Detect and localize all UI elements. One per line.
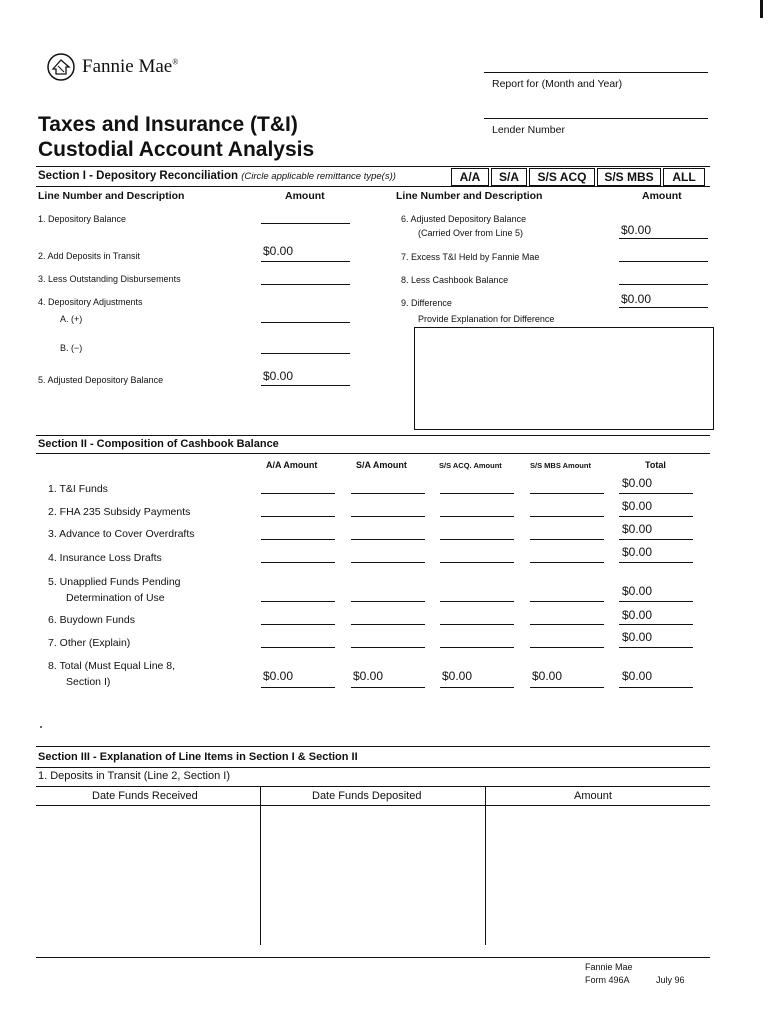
s2-row6-label: 6. Buydown Funds	[48, 614, 135, 626]
type-sa[interactable]: S/A	[491, 168, 527, 186]
section1-top-rule	[36, 166, 710, 167]
col-amount: Amount	[574, 790, 612, 802]
s2-row8-field-4[interactable]	[530, 687, 604, 688]
s2-row1-field-2[interactable]	[351, 493, 425, 494]
house-logo-icon	[46, 52, 76, 82]
s2-row4-field-2[interactable]	[351, 562, 425, 563]
s2-row8-field-5[interactable]	[619, 687, 693, 688]
footer-form: Form 496A	[585, 975, 630, 985]
s2-row8-aa[interactable]: $0.00	[263, 669, 294, 683]
line4a-field[interactable]	[261, 322, 350, 323]
s2-row1-field-1[interactable]	[261, 493, 335, 494]
s2-row6-total[interactable]: $0.00	[622, 608, 653, 622]
section3-col-header-rule	[36, 805, 710, 806]
lender-number-line	[484, 118, 708, 119]
s2-row2-total[interactable]: $0.00	[622, 499, 653, 513]
section2-heading: Section II - Composition of Cashbook Balance	[38, 438, 279, 450]
s2-row6-field-1[interactable]	[261, 624, 335, 625]
s2-row7-total[interactable]: $0.00	[622, 630, 653, 644]
s2-row3-field-4[interactable]	[530, 539, 604, 540]
line9-label: 9. Difference	[401, 298, 452, 308]
s2-row3-total[interactable]: $0.00	[622, 522, 653, 536]
line4-label: 4. Depository Adjustments	[38, 297, 143, 307]
line8-label: 8. Less Cashbook Balance	[401, 275, 509, 285]
date-received-cell[interactable]	[38, 807, 258, 957]
report-for-line	[484, 72, 708, 73]
s2-row5-total[interactable]: $0.00	[622, 584, 653, 598]
line1-field[interactable]	[261, 223, 350, 224]
line4b-field[interactable]	[261, 353, 350, 354]
line9-field	[619, 307, 708, 308]
footer-org: Fannie Mae	[585, 962, 633, 972]
section3-sub-rule	[36, 786, 710, 787]
line6-sub-label: (Carried Over from Line 5)	[418, 228, 524, 238]
s2-row5-field-5[interactable]	[619, 601, 693, 602]
s2-row2-field-4[interactable]	[530, 516, 604, 517]
line5-amount[interactable]: $0.00	[263, 369, 294, 383]
line5-field	[261, 385, 350, 386]
s2-row8-field-1[interactable]	[261, 687, 335, 688]
brand-mark: ®	[172, 57, 179, 67]
col-ssmbs-amount: S/S MBS Amount	[530, 461, 591, 470]
section2-header-rule	[36, 453, 710, 454]
s2-row8-total[interactable]: $0.00	[622, 669, 653, 683]
line3-label: 3. Less Outstanding Disbursements	[38, 274, 181, 284]
line2-field	[261, 261, 350, 262]
form-title-line2: Custodial Account Analysis	[38, 138, 315, 161]
date-deposited-cell[interactable]	[262, 807, 483, 957]
line5-label: 5. Adjusted Depository Balance	[38, 375, 164, 385]
s2-row3-field-3[interactable]	[440, 539, 514, 540]
fannie-mae-logo	[46, 52, 76, 87]
s2-row8-field-2[interactable]	[351, 687, 425, 688]
s2-row1-total[interactable]: $0.00	[622, 476, 653, 490]
s2-row1-label: 1. T&I Funds	[48, 483, 108, 495]
section3-top-rule	[36, 746, 710, 747]
form-title-line1: Taxes and Insurance (T&I)	[38, 113, 298, 136]
s2-row4-total[interactable]: $0.00	[622, 545, 653, 559]
s2-row8-sa[interactable]: $0.00	[353, 669, 384, 683]
line3-field[interactable]	[261, 284, 350, 285]
s2-row8-field-3[interactable]	[440, 687, 514, 688]
col-line-desc-right: Line Number and Description	[396, 190, 543, 202]
s2-row3-field-5[interactable]	[619, 539, 693, 540]
col-date-received: Date Funds Received	[92, 790, 198, 802]
s2-row4-label: 4. Insurance Loss Drafts	[48, 552, 162, 564]
s2-row7-field-2[interactable]	[351, 647, 425, 648]
page-edge-mark	[760, 0, 763, 18]
s2-row1-field-5[interactable]	[619, 493, 693, 494]
col-date-deposited: Date Funds Deposited	[312, 790, 422, 802]
section3-header-rule	[36, 767, 710, 768]
section3-heading: Section III - Explanation of Line Items in Section I & Section II	[38, 751, 358, 763]
s2-row2-field-2[interactable]	[351, 516, 425, 517]
s2-row6-field-2[interactable]	[351, 624, 425, 625]
line9-amount[interactable]: $0.00	[621, 292, 652, 306]
type-all[interactable]: ALL	[663, 168, 705, 186]
section1-note: (Circle applicable remittance type(s))	[241, 171, 396, 182]
line2-amount[interactable]: $0.00	[263, 244, 294, 258]
s2-row6-field-3[interactable]	[440, 624, 514, 625]
brand-name	[82, 56, 178, 78]
s2-row3-field-1[interactable]	[261, 539, 335, 540]
section3-divider-1	[260, 786, 261, 945]
s2-row8-label2: Section I)	[66, 676, 111, 688]
line6-field	[619, 238, 708, 239]
line2-label: 2. Add Deposits in Transit	[38, 251, 141, 261]
s2-row4-field-4[interactable]	[530, 562, 604, 563]
s2-row6-field-5[interactable]	[619, 624, 693, 625]
amount-cell[interactable]	[487, 807, 709, 957]
footer-date: July 96	[656, 975, 685, 985]
section1-title: Section I - Depository Reconciliation	[38, 170, 239, 182]
type-ss-mbs[interactable]: S/S MBS	[597, 168, 661, 186]
line8-field[interactable]	[619, 284, 708, 285]
section2-top-rule	[36, 435, 710, 436]
s2-row8-ssmbs[interactable]: $0.00	[532, 669, 563, 683]
s2-row2-label: 2. FHA 235 Subsidy Payments	[48, 506, 191, 518]
report-for-label: Report for (Month and Year)	[492, 78, 623, 90]
s2-row7-field-1[interactable]	[261, 647, 335, 648]
s2-row7-field-3[interactable]	[440, 647, 514, 648]
s2-row5-field-2[interactable]	[351, 601, 425, 602]
stray-mark	[40, 726, 42, 728]
col-aa-amount: A/A Amount	[266, 460, 318, 470]
line4a-label: A. (+)	[60, 314, 83, 324]
line6-label: 6. Adjusted Depository Balance	[401, 214, 527, 224]
s2-row2-field-3[interactable]	[440, 516, 514, 517]
section3-bottom-rule	[36, 957, 710, 958]
col-total: Total	[645, 460, 666, 470]
line6-amount[interactable]: $0.00	[621, 223, 652, 237]
section3-divider-2	[485, 786, 486, 945]
lender-number-label: Lender Number	[492, 124, 565, 136]
line7-field[interactable]	[619, 261, 708, 262]
line9-sub-label: Provide Explanation for Difference	[418, 314, 555, 324]
brand-text: Fannie Mae	[82, 56, 173, 77]
s2-row8-label: 8. Total (Must Equal Line 8,	[48, 660, 176, 672]
s2-row7-field-5[interactable]	[619, 647, 693, 648]
s2-row6-field-4[interactable]	[530, 624, 604, 625]
section3-subheading: 1. Deposits in Transit (Line 2, Section I)	[38, 770, 230, 782]
s2-row5-field-4[interactable]	[530, 601, 604, 602]
s2-row5-label: 5. Unapplied Funds Pending	[48, 576, 181, 588]
s2-row2-field-5[interactable]	[619, 516, 693, 517]
col-amount-left: Amount	[285, 190, 325, 202]
s2-row1-field-4[interactable]	[530, 493, 604, 494]
s2-row3-label: 3. Advance to Cover Overdrafts	[48, 528, 195, 540]
s2-row5-field-3[interactable]	[440, 601, 514, 602]
section1-heading	[38, 170, 396, 182]
s2-row4-field-5[interactable]	[619, 562, 693, 563]
col-line-desc-left: Line Number and Description	[38, 190, 185, 202]
s2-row8-ssacq[interactable]: $0.00	[442, 669, 473, 683]
type-aa[interactable]: A/A	[451, 168, 489, 186]
s2-row4-field-3[interactable]	[440, 562, 514, 563]
s2-row1-field-3[interactable]	[440, 493, 514, 494]
s2-row2-field-1[interactable]	[261, 516, 335, 517]
line7-label: 7. Excess T&I Held by Fannie Mae	[401, 252, 540, 262]
section1-header-rule	[36, 186, 710, 187]
line4b-label: B. (−)	[60, 343, 83, 353]
col-amount-right: Amount	[642, 190, 682, 202]
s2-row4-field-1[interactable]	[261, 562, 335, 563]
type-ss-acq[interactable]: S/S ACQ	[529, 168, 595, 186]
s2-row3-field-2[interactable]	[351, 539, 425, 540]
col-ssacq-amount: S/S ACQ. Amount	[439, 461, 502, 470]
difference-explanation-box[interactable]	[414, 327, 714, 430]
s2-row7-label: 7. Other (Explain)	[48, 637, 131, 649]
s2-row5-label2: Determination of Use	[66, 592, 165, 604]
s2-row5-field-1[interactable]	[261, 601, 335, 602]
col-sa-amount: S/A Amount	[356, 460, 407, 470]
s2-row7-field-4[interactable]	[530, 647, 604, 648]
line1-label: 1. Depository Balance	[38, 214, 127, 224]
